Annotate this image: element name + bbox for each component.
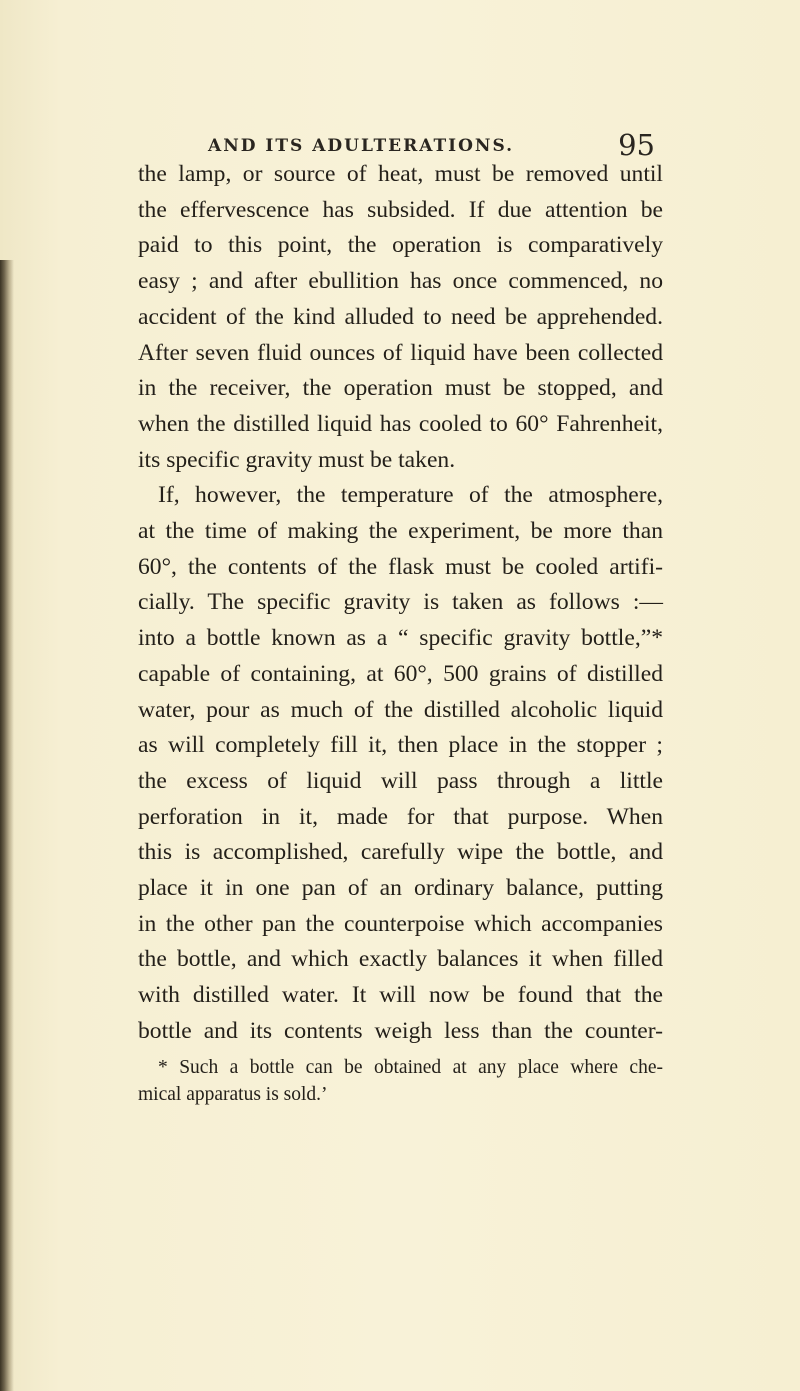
text-line: when the distilled liquid has cooled to 60° Fahrenheit, [138,410,663,437]
text-line: into a bottle known as a “ specific gravity bottle,”* [138,625,663,652]
footnote [138,1054,663,1108]
text-line: After seven fluid ounces of liquid have been collected [138,339,663,366]
text-line: in the receiver, the operation must be stopped, and [138,375,663,402]
running-head: AND ITS ADULTERATIONS. [208,136,515,156]
text-line: easy ; and after ebullition has once commenced, no [138,268,663,295]
text-line: water, pour as much of the distilled alcoholic liquid [138,696,663,723]
text-line: the lamp, or source of heat, must be removed until [138,161,663,187]
text-line: bottle and its contents weigh less than the counter- [138,1017,663,1044]
text-line: the effervescence has subsided. If due attention be [138,196,663,223]
text-line: the bottle, and which exactly balances it when filled [138,946,663,973]
body-text [138,157,663,1050]
footnote-line: mical apparatus is sold.’ [138,1084,328,1105]
text-line: in the other pan the counterpoise which accompanies [138,910,663,937]
text-line: If, however, the temperature of the atmosphere, [158,482,663,509]
text-line: paid to this point, the operation is comparatively [138,232,663,259]
text-line: the excess of liquid will pass through a little [138,767,663,794]
page-number: 95 [618,128,655,162]
text-line: 60°, the contents of the flask must be cooled artifi- [138,553,663,580]
text-line: as will completely fill it, then place in the stopper ; [138,732,663,759]
text-line: at the time of making the experiment, be more than [138,518,663,545]
text-line: with distilled water. It will now be found that the [138,982,663,1009]
text-line: place it in one pan of an ordinary balance, putting [138,875,663,902]
text-line: its specific gravity must be taken. [138,446,456,473]
footnote-line: * Such a bottle can be obtained at any place where che- [158,1057,663,1078]
binding-edge [0,260,14,1391]
text-line: this is accomplished, carefully wipe the bottle, and [138,839,663,866]
text-line: cially. The specific gravity is taken as follows :— [138,589,663,616]
text-line: accident of the kind alluded to need be apprehended. [138,303,663,330]
text-line: capable of containing, at 60°, 500 grains of distilled [138,660,663,687]
text-line: perforation in it, made for that purpose. When [138,803,663,830]
